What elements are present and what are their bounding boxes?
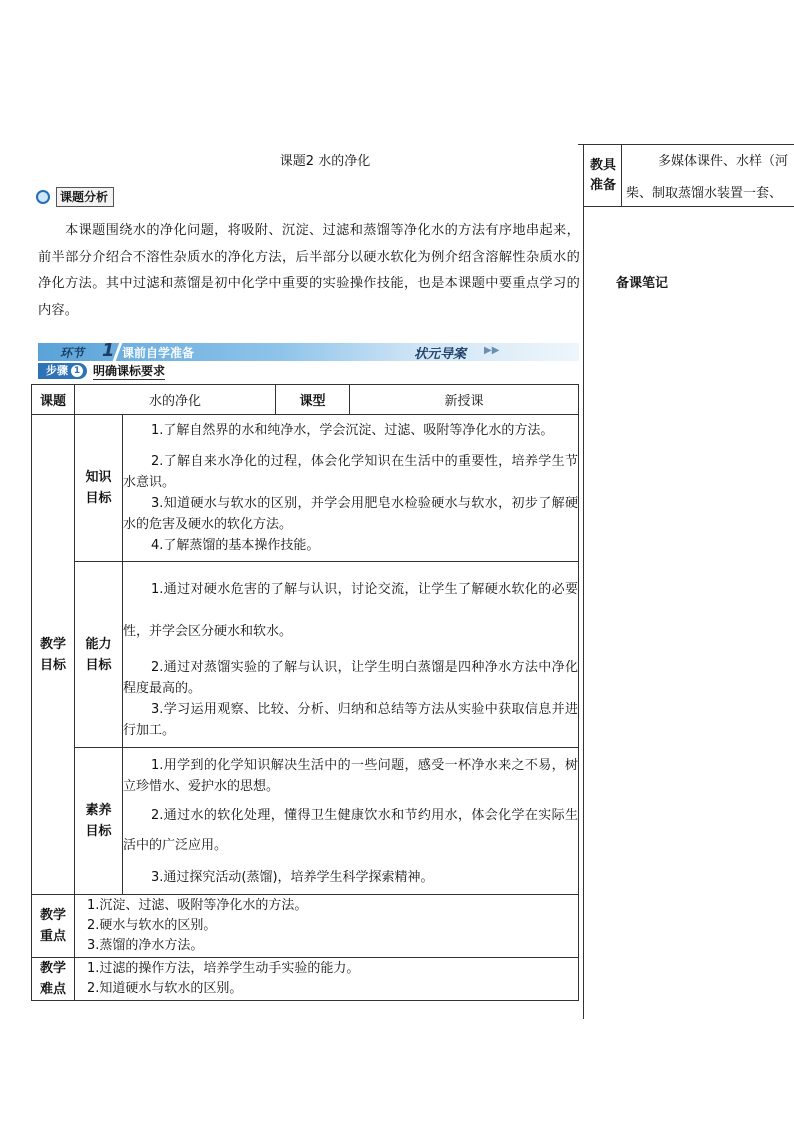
literacy-goal-1: 1.用学到的化学知识解决生活中的一些问题，感受一杯净水来之不易，树立珍惜水、爱护水的思想。 (123, 757, 579, 794)
tools-line-1: 多媒体课件、水样（河 (658, 154, 789, 169)
analysis-badge-label: 课题分析 (56, 187, 114, 207)
key-points-label: 教学重点 (32, 895, 75, 958)
step-number: 1 (71, 365, 83, 377)
literacy-goal-3: 3.通过探究活动(蒸馏)，培养学生科学探索精神。 (151, 869, 434, 885)
section-huanjie: 环节 (60, 346, 85, 360)
key-point-2: 2.硬水与软水的区别。 (87, 918, 217, 933)
section-bar (38, 340, 579, 362)
clock-icon (34, 187, 56, 207)
intro-paragraph: 本课题围绕水的净化问题，将吸附、沉淀、过滤和蒸馏等净化水的方法有序地串起来，前半部分介绍合不溶性杂质水的净化方法，后半部分以硬水软化为例介绍含溶解性杂质水的净化方法。其中过滤和蒸馏是初中化学中重要的实验操作技能，也是本课题中要重点学习的内容。 (38, 223, 580, 318)
goals-label: 教学目标 (32, 415, 75, 895)
lesson-notes-label: 备课笔记 (616, 276, 669, 291)
section-name: 课前自学准备 (122, 346, 195, 360)
step-pill (38, 363, 87, 379)
difficult-point-2: 2.知道硬水与软水的区别。 (87, 981, 243, 996)
literacy-label: 素养目标 (75, 748, 123, 895)
literacy-goals (123, 748, 579, 895)
ability-goal-3: 3.学习运用观察、比较、分析、归纳和总结等方法从实验中获取信息并进行加工。 (123, 701, 579, 738)
key-point-3: 3.蒸馏的净水方法。 (87, 938, 204, 953)
knowledge-goal-1: 1.了解自然界的水和纯净水，学会沉淀、过滤、吸附等净化水的方法。 (151, 423, 554, 438)
knowledge-goal-2: 2.了解自来水净化的过程，体会化学知识在生活中的重要性，培养学生节水意识。 (123, 454, 579, 490)
step-pill-label: 步骤 (46, 364, 68, 377)
difficult-points-label: 教学难点 (32, 958, 75, 1001)
type-value: 新授课 (350, 385, 579, 415)
goals-table (31, 384, 579, 1001)
knowledge-goal-3: 3.知道硬水与软水的区别，并学会用肥皂水检验硬水与软水，初步了解硬水的危害及硬水的软化方法。 (123, 496, 579, 532)
section-brand: 状元导案 (414, 347, 467, 362)
header-type-label: 课型 (276, 385, 350, 415)
key-points (75, 895, 579, 958)
step-bar (38, 363, 165, 379)
section-number: 1 (102, 340, 115, 361)
ability-goal-1: 1.通过对硬水危害的了解与认识，讨论交流，让学生了解硬水软化的必要性，并学会区分硬水和软水。 (123, 581, 579, 639)
double-arrow-icon: ▶▶ (484, 345, 500, 356)
knowledge-goal-4: 4.了解蒸馏的基本操作技能。 (151, 538, 320, 553)
tools-line-2: 柴、制取蒸馏水装置一套、 (626, 186, 783, 201)
difficult-point-1: 1.过滤的操作方法，培养学生动手实验的能力。 (87, 961, 360, 976)
side-panel (578, 144, 794, 208)
tools-label: 教具准备 (589, 158, 616, 193)
literacy-goal-2: 2.通过水的软化处理，懂得卫生健康饮水和节约用水，体会化学在实际生活中的广泛应用。 (123, 807, 579, 853)
page-title: 课题2 水的净化 (279, 154, 371, 169)
knowledge-label: 知识目标 (75, 415, 123, 562)
difficult-points (75, 958, 579, 1001)
knowledge-goals (123, 415, 579, 562)
topic-value: 水的净化 (75, 385, 276, 415)
analysis-badge (34, 187, 114, 207)
ability-label: 能力目标 (75, 562, 123, 748)
header-topic-label: 课题 (32, 385, 75, 415)
key-point-1: 1.沉淀、过滤、吸附等净化水的方法。 (87, 898, 308, 913)
step-text: 明确课标要求 (93, 364, 166, 378)
ability-goal-2: 2.通过对蒸馏实验的了解与认识，让学生明白蒸馏是四种净水方法中净化程度最高的。 (123, 659, 579, 696)
ability-goals (123, 562, 579, 748)
